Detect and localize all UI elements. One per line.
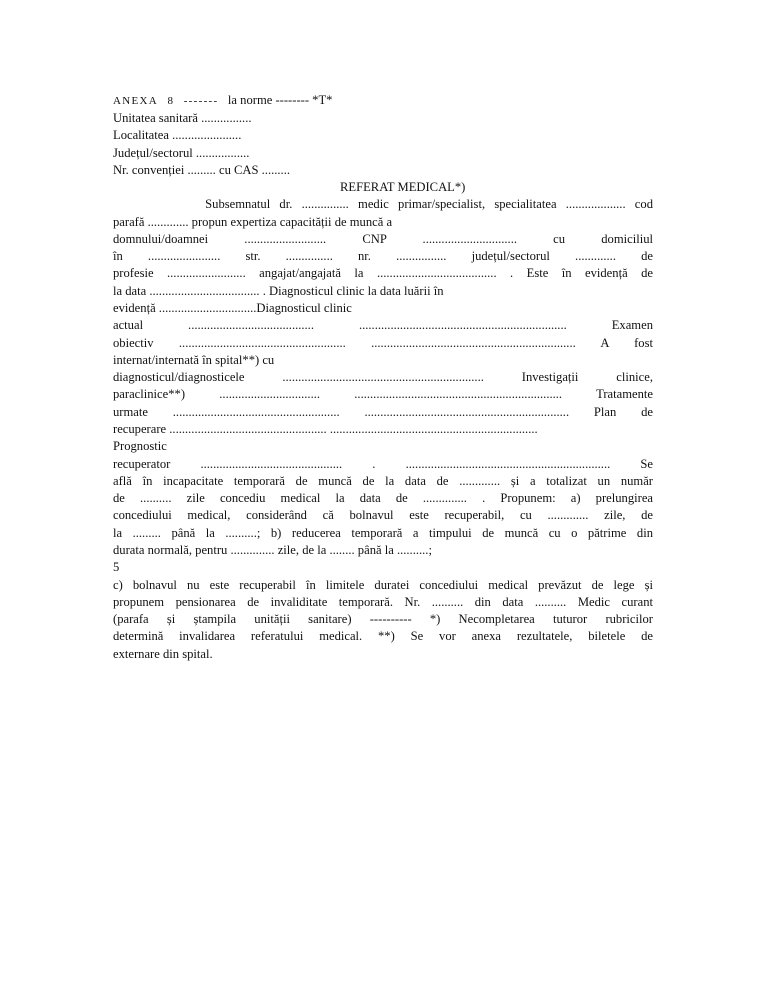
body-line: de .......... zile concediu medical la data de .............. . Propunem: a) prelungirea [113, 491, 653, 505]
body-line: c) bolnavul nu este recuperabil în limitele duratei concediului medical prevăzut de lege și [113, 578, 653, 592]
body-line: domnului/doamnei .......................... CNP .............................. cu domiciliul [113, 232, 653, 246]
anexa-number: 8 [167, 95, 175, 107]
body-line: în ....................... str. ............... nr. ................ județul/sectorul ............. de [113, 249, 653, 263]
body-line: concediului medical, considerând că bolnavul este recuperabil, cu ............. zile, de [113, 508, 653, 522]
body-line: durata normală, pentru .............. zile, de la ........ până la ..........; [113, 543, 432, 557]
body-line: (parafa și ștampila unității sanitare) ---------- *) Necompletarea tuturor rubricilor [113, 612, 653, 626]
body-line: determină invalidarea referatului medical. **) Se vor anexa rezultatele, biletele de [113, 629, 653, 643]
field-unitatea: Unitatea sanitară ................ [113, 111, 252, 125]
body-line: urmate ..................................................... ................................................................. Plan de [113, 405, 653, 419]
page-number: 5 [113, 560, 120, 574]
body-line: paraclinice**) ................................ .................................................................. Tratamente [113, 387, 653, 401]
body-line: află în incapacitate temporară de muncă de la data de ............. și a totalizat un număr [113, 474, 653, 488]
field-judetul: Județul/sectorul ................. [113, 146, 250, 160]
body-line: propunem pensionarea de invaliditate temporară. Nr. .......... din data .......... Medic curant [113, 595, 653, 609]
body-line: internat/internată în spital**) cu [113, 353, 275, 367]
body-line: evidență ...............................Diagnosticul clinic [113, 301, 352, 315]
body-line: obiectiv ..................................................... ................................................................. A fost [113, 336, 653, 350]
body-line: Prognostic [113, 439, 167, 453]
anexa-dashes: ------- [183, 95, 219, 107]
body-line: actual ........................................ .................................................................. Examen [113, 318, 653, 332]
anexa-header [113, 92, 332, 110]
body-line: externare din spital. [113, 647, 213, 661]
document-title: REFERAT MEDICAL*) [340, 180, 466, 194]
field-localitatea: Localitatea ...................... [113, 128, 242, 142]
body-line: profesie ......................... angajat/angajată la ...................................... . Este în evidență de [113, 266, 653, 280]
field-conventie: Nr. convenției ......... cu CAS ......... [113, 163, 290, 177]
body-line: diagnosticul/diagnosticele ................................................................ Investigații clinice, [113, 370, 653, 384]
anexa-rest: la norme -------- *T* [227, 93, 333, 107]
body-line: Subsemnatul dr. ............... medic primar/specialist, specialitatea ................... cod [113, 197, 653, 211]
body-line: la ......... până la ..........; b) reducerea temporară a timpului de muncă cu o pătrime din [113, 526, 653, 540]
body-line: la data ................................... . Diagnosticul clinic la data luării în [113, 284, 444, 298]
body-line: recuperator ............................................. . ................................................................. Se [113, 457, 653, 471]
body-line: recuperare .................................................. .................................................................. [113, 422, 538, 436]
body-line: parafă ............. propun expertiza capacității de muncă a [113, 215, 393, 229]
anexa-label: ANEXA [113, 95, 158, 107]
